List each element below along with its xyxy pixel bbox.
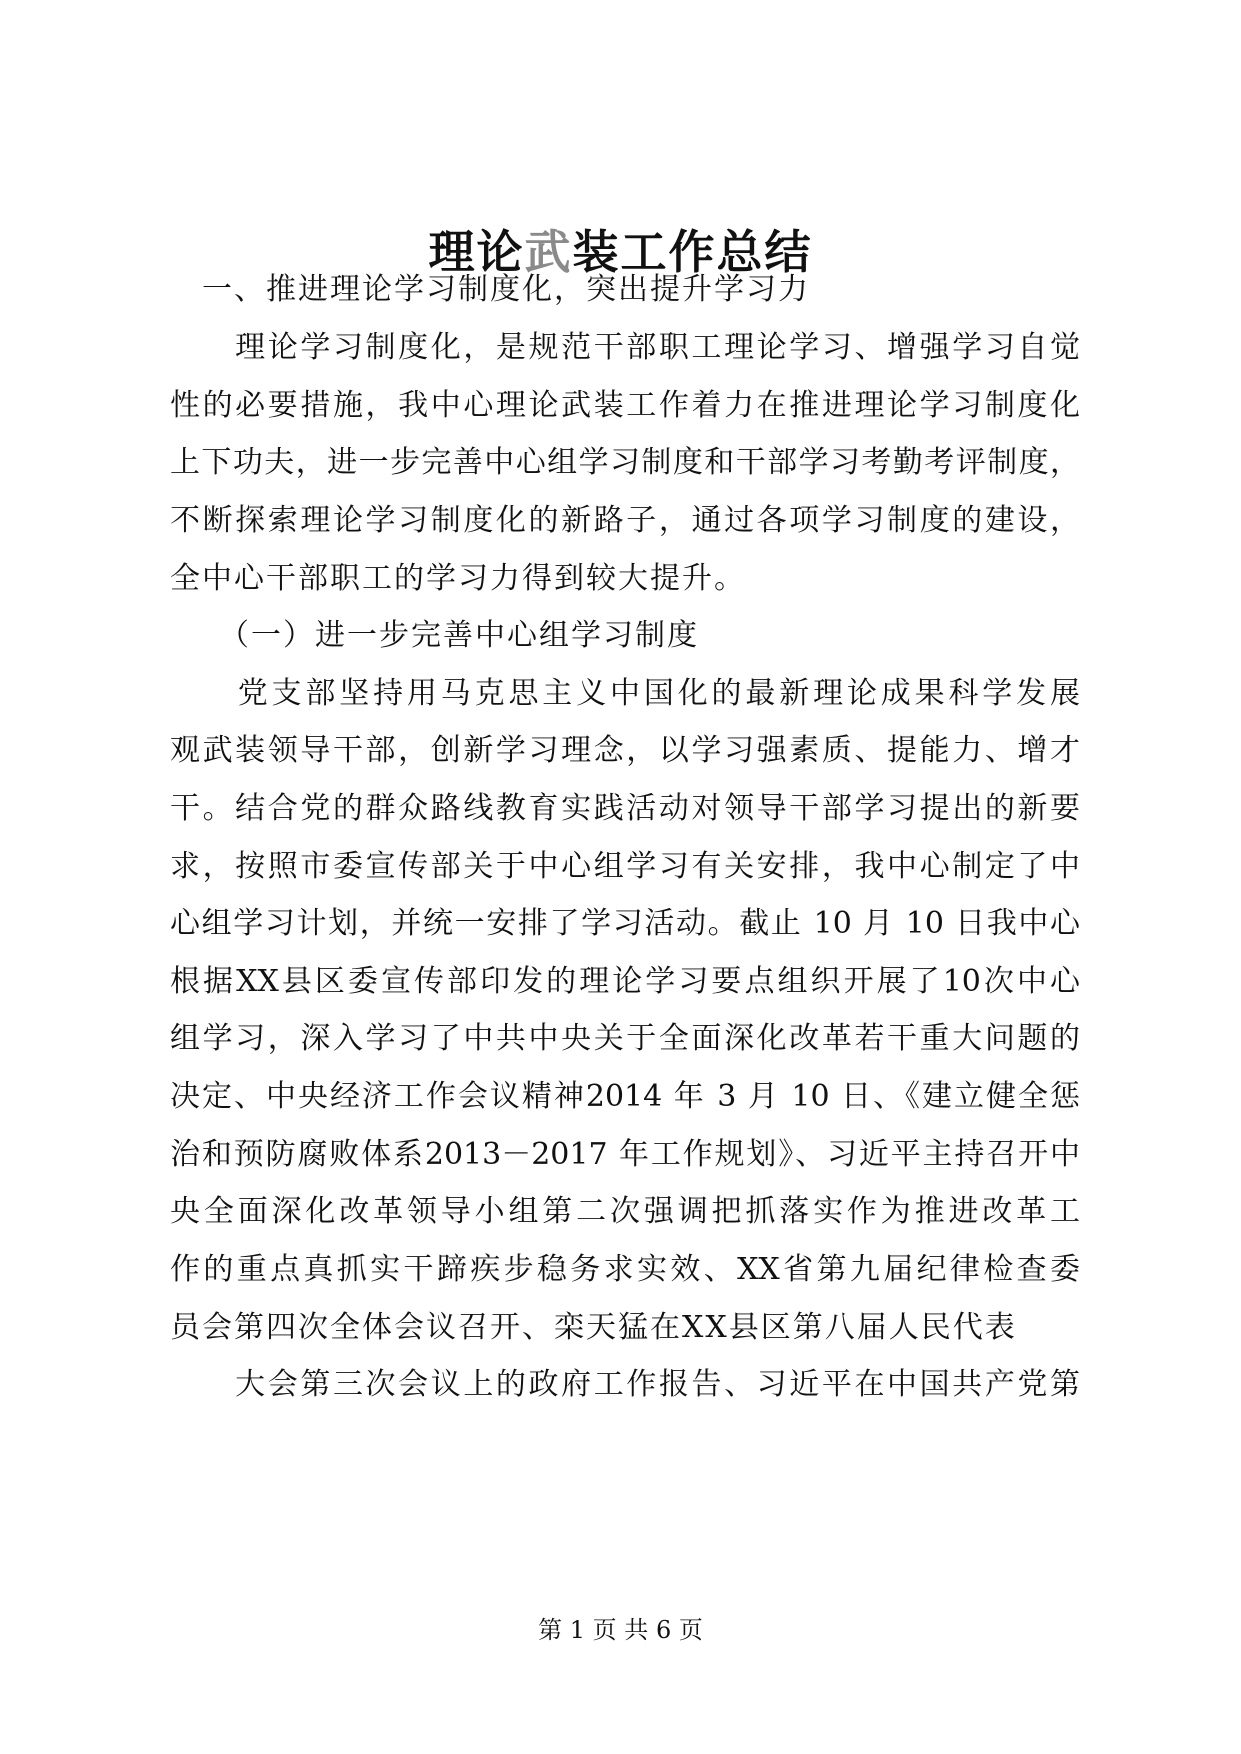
heading-section-1: 一、推进理论学习制度化，突出提升学习力: [170, 272, 810, 307]
body-line: 求，按照市委宣传部关于中心组学习有关安排，我中心制定了中: [170, 849, 1080, 884]
title-part-3: 装工作总结: [572, 225, 813, 279]
body-line: 大会第三次会议上的政府工作报告、习近平在中国共产党第: [170, 1367, 1080, 1402]
body-line: 根据XX县区委宣传部印发的理论学习要点组织开展了10次中心: [170, 964, 1080, 999]
body-line: 观武装领导干部，创新学习理念，以学习强素质、提能力、增才: [170, 733, 1080, 768]
body-line: 治和预防腐败体系2013－2017 年工作规划》、习近平主持召开中: [170, 1137, 1080, 1172]
title-part-1: 理论: [428, 225, 525, 279]
title-part-2: 武: [524, 225, 573, 279]
body-line: 员会第四次全体会议召开、栾天猛在XX县区第八届人民代表: [170, 1310, 1017, 1345]
body-line: 理论学习制度化，是规范干部职工理论学习、增强学习自觉: [170, 330, 1080, 365]
body-line: 不断探索理论学习制度化的新路子，通过各项学习制度的建设，: [170, 503, 1080, 538]
body-line: 性的必要措施，我中心理论武装工作着力在推进理论学习制度化: [170, 388, 1080, 423]
body-line: 作的重点真抓实干蹄疾步稳务求实效、XX省第九届纪律检查委: [170, 1252, 1080, 1287]
heading-subsection-1: （一）进一步完善中心组学习制度: [170, 618, 699, 653]
body-line: 组学习，深入学习了中共中央关于全面深化改革若干重大问题的: [170, 1021, 1080, 1056]
body-line: 决定、中央经济工作会议精神2014 年 3 月 10 日、《建立健全惩: [170, 1079, 1080, 1114]
body-line: 心组学习计划，并统一安排了学习活动。截止 10 月 10 日我中心: [170, 906, 1080, 941]
body-line: 全中心干部职工的学习力得到较大提升。: [170, 561, 746, 596]
body-line: 央全面深化改革领导小组第二次强调把抓落实作为推进改革工: [170, 1194, 1080, 1229]
body-line: 上下功夫，进一步完善中心组学习制度和干部学习考勤考评制度，: [170, 445, 1080, 480]
body-line: 党支部坚持用马克思主义中国化的最新理论成果科学发展: [170, 676, 1080, 711]
page-number-footer: 第 1 页 共 6 页: [538, 1616, 703, 1644]
body-line: 干。结合党的群众路线教育实践活动对领导干部学习提出的新要: [170, 791, 1080, 826]
